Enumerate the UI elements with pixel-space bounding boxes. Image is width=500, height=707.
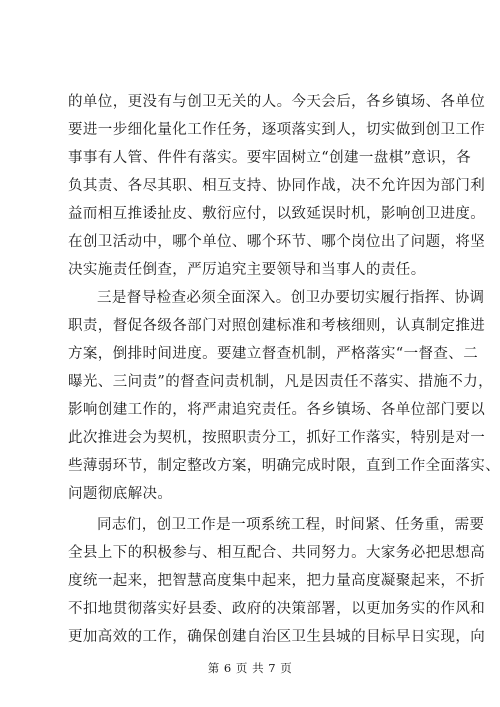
text-line: 负其责、各尽其职、相互支持、协同作战，决不允许因为部门利 [68, 178, 486, 194]
text-line: 此次推进会为契机，按照职责分工，抓好工作落实，特别是对一 [68, 430, 486, 446]
text-line: 职责，督促各级各部门对照创建标准和考核细则，认真制定推进 [68, 318, 486, 334]
page-number-footer: 第 6 页 共 7 页 [207, 661, 293, 675]
text-line: 决实施责任倒查，严厉追究主要领导和当事人的责任。 [68, 262, 426, 278]
text-line: 益而相互推诿扯皮、敷衍应付，以致延误时机，影响创卫进度。 [68, 206, 486, 222]
text-line: 事事有人管、件件有落实。要牢固树立“创建一盘棋”意识，各 [68, 150, 472, 166]
paragraph-start-line: 三是督导检查必须全面深入。创卫办要切实履行指挥、协调 [97, 290, 485, 306]
text-line: 曝光、三问责”的督查问责机制，凡是因责任不落实、措施不力， [68, 374, 494, 390]
text-line: 影响创建工作的，将严肃追究责任。各乡镇场、各单位部门要以 [68, 402, 486, 418]
text-line: 不扣地贯彻落实好县委、政府的决策部署，以更加务实的作风和 [68, 601, 486, 617]
document-body [68, 88, 500, 651]
text-line: 在创卫活动中，哪个单位、哪个环节、哪个岗位出了问题，将坚 [68, 234, 486, 250]
text-line: 度统一起来，把智慧高度集中起来，把力量高度凝聚起来，不折 [68, 573, 486, 589]
text-line: 些薄弱环节，制定整改方案，明确完成时限，直到工作全面落实、 [68, 458, 500, 474]
text-line: 问题彻底解决。 [68, 486, 173, 502]
text-line: 全县上下的积极参与、相互配合、共同努力。大家务必把思想高 [68, 545, 486, 561]
text-line: 更加高效的工作，确保创建自治区卫生县城的目标早日实现，向 [68, 629, 486, 645]
paragraph-start-line: 同志们，创卫工作是一项系统工程，时间紧、任务重，需要 [97, 517, 485, 533]
text-line: 要进一步细化量化工作任务，逐项落实到人，切实做到创卫工作 [68, 122, 486, 138]
text-line: 的单位，更没有与创卫无关的人。今天会后，各乡镇场、各单位 [68, 94, 486, 110]
text-line: 方案，倒排时间进度。要建立督查机制，严格落实“一督查、二 [68, 346, 479, 362]
